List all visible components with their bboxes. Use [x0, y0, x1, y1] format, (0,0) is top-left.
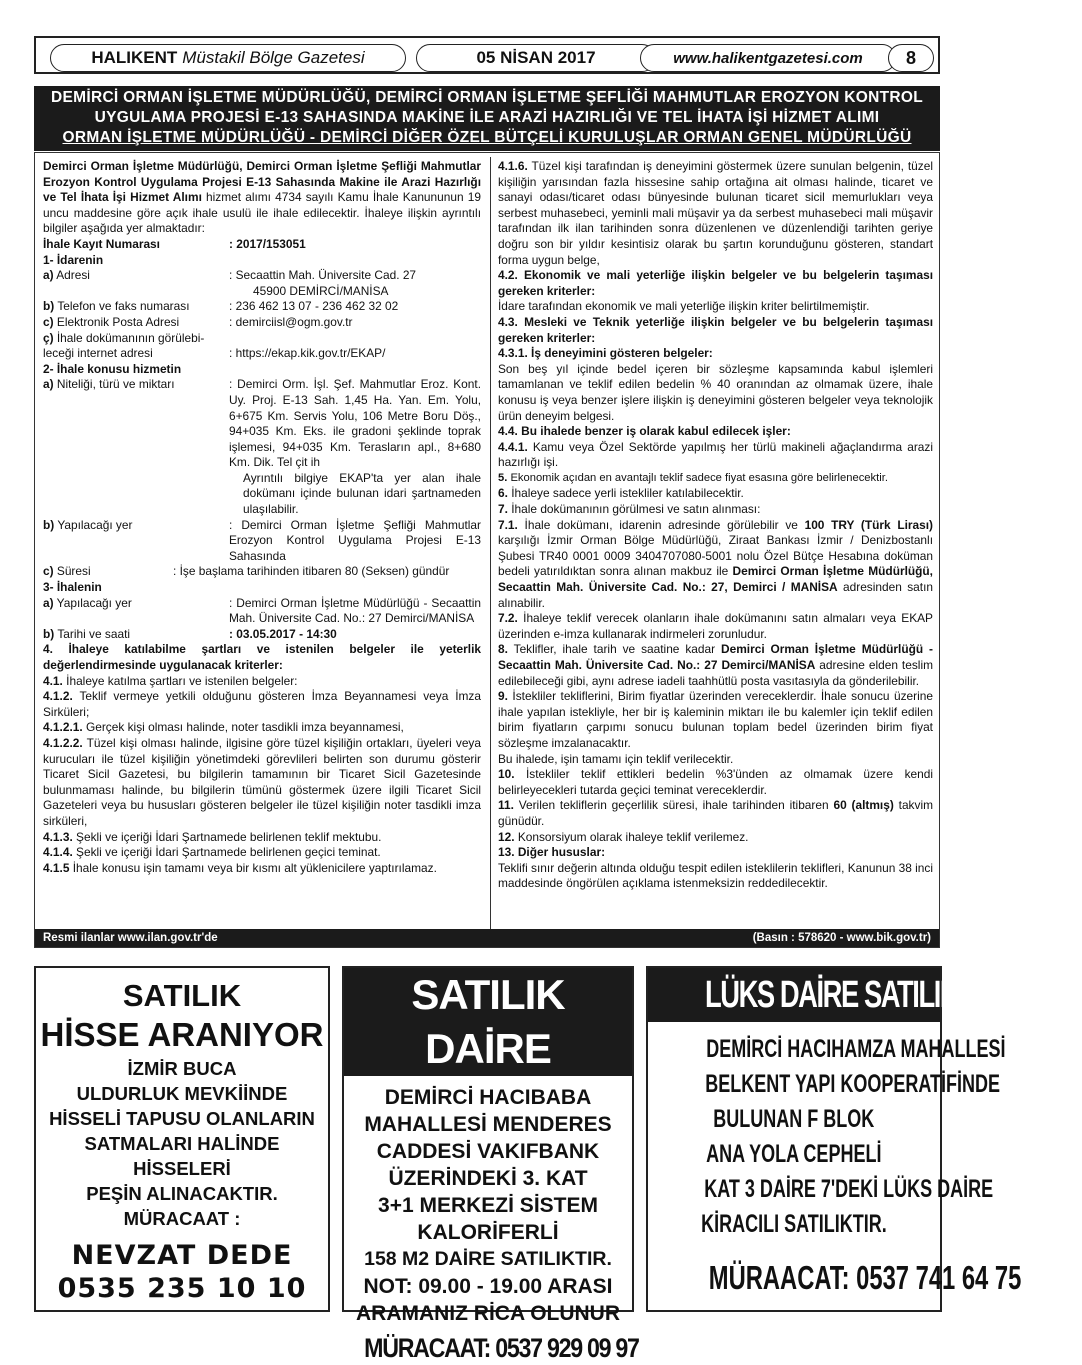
ad2-line: ARAMANIZ RİCA OLUNUR	[355, 1302, 621, 1325]
clause-4-4-heading: 4.4. Bu ihalede benzer iş olarak kabul edilecek işler:	[498, 424, 791, 439]
venue-label: Yapılacağı yer	[53, 595, 132, 610]
quantity-label: Niteliği, türü ve miktarı	[53, 377, 175, 392]
web-label-2: leceği internet adresi	[43, 346, 153, 361]
ad1-heading: SATILIK	[122, 978, 242, 1013]
clause-text: İhaleye teklif verecek olanların ihale dokümanını satın almaları veya EKAP üzerinden e-imza kullanarak indirmeleri zorunludur.	[498, 611, 933, 641]
intro-paragraph	[43, 159, 481, 237]
ad2-line: DEMİRCİ HACIBABA	[384, 1086, 592, 1109]
location-row	[43, 518, 481, 565]
clause-number: 8.	[498, 642, 508, 657]
date-label: Tarihi ve saati	[54, 626, 131, 641]
clause-number: 4.1.5	[43, 860, 70, 875]
section-3-heading: 3- İhalenin	[43, 580, 102, 595]
ad1-line: MÜRACAAT :	[123, 1208, 241, 1229]
quantity-key: a)	[43, 377, 54, 392]
clause-number: 11.	[498, 798, 514, 813]
clause-text: Kamu veya Özel Sektörde yapılmış her türlü makineli ağaçlandırma arazi hazırlığı işi.	[498, 439, 933, 470]
clause-12	[498, 830, 933, 846]
intro-text: hizmet alımı 4734 sayılı Kamu İhale Kanununun 19 uncu maddesine göre açık ihale usulü ile ihale edilecektir. İhaleye ilişkin ayrıntılı bilgiler aşağıda yer almaktadır:	[43, 190, 481, 236]
ad2-line: MAHALLESİ MENDERES	[364, 1113, 612, 1136]
duration-key: c)	[43, 564, 54, 579]
validity-days: 60 (altmış)	[833, 798, 894, 813]
clause-number: 4.1.2.1.	[43, 720, 83, 735]
venue-value: : Demirci Orman İşletme Müdürlüğü - Secaattin Mah. Üniversite Cad. No.: 27 Demirci/MANİSA	[229, 595, 481, 626]
quantity-value: : Demirci Orm. İşl. Şef. Mahmutlar Eroz. Kont. Uy. Proj. E-13 Sah. 1,45 Ha. Yan. Em. Yolu, 6+675 Km. Servis Yolu, 106 Metre Boru Döş., 94+035 Km. Eks. ile gradoni şeklinde toprak işlemesi, 94+035 Km. Terasların apl., 8+680 Km. Dik. Tel çit ih	[229, 377, 481, 470]
clause-number: 7.1.	[498, 517, 518, 532]
duration-label: Süresi	[53, 564, 91, 579]
quantity-row	[43, 377, 481, 471]
clause-text: İhale konusu işin tamamı veya bir kısmı alt yüklenicilere yaptırılamaz.	[69, 860, 437, 875]
clause-number: 4.1.6.	[498, 159, 528, 173]
clause-text: Teklifler, ihale tarih ve saatine kadar	[507, 642, 722, 657]
clause-5	[498, 471, 933, 487]
clause-4-1-3	[43, 830, 481, 846]
clause-11	[498, 798, 933, 829]
ad1-line: ULDURLUK MEVKİİNDE	[76, 1083, 288, 1104]
clause-number: 4.1.	[43, 673, 63, 688]
website-link[interactable]: www.halikentgazetesi.com	[640, 44, 896, 72]
location-key: b)	[43, 517, 55, 532]
location-value: : Demirci Orman İşletme Şefliği Mahmutlar Erozyon Kontrol Uygulama Projesi E-13 Sahasında	[229, 517, 481, 563]
web-value[interactable]: : https://ekap.kik.gov.tr/EKAP/	[229, 346, 386, 361]
ad2-line: 158 M2 DAİRE SATILIKTIR.	[364, 1248, 612, 1270]
clause-7	[498, 502, 933, 518]
classified-ad-apartment	[342, 966, 639, 1363]
clause-4-1-5	[43, 861, 481, 877]
clause-number: 4.1.3.	[43, 829, 73, 844]
ad1-line: PEŞİN ALINACAKTIR.	[86, 1183, 278, 1204]
issue-date: 05 NİSAN 2017	[416, 44, 656, 72]
page-number: 8	[888, 44, 934, 72]
clause-text: İhale dokümanının görülmesi ve satın alınması:	[507, 502, 761, 517]
clause-4-3-1-text: Son beş yıl içinde bedel içeren bir sözleşme kapsamında kabul işlemleri tamamlanan ve teklif edilen bedelin % 40 oranından az olmamak üzere, ihale konusu iş veya benzer işlere ilişkin iş deneyimini gösteren belgeler veya teknolojik ürün deneyim belgesi.	[498, 361, 933, 423]
clause-text: karşılığı İzmir Orman Bölge Müdürlüğü, Ziraat Bankası İzmir / Denizbostanlı Şubesi TR40 0001 0009 3404707080-5001 nolu Özel Bütçe Hesabına doküman bedeli yatırıldıktan sonra alınan makbuz ile	[498, 533, 933, 579]
clause-number: 4.1.4.	[43, 845, 73, 860]
ad2-line: NOT: 09.00 - 19.00 ARASI	[363, 1275, 613, 1298]
duration-value: : İşe başlama tarihinden itibaren 80 (Seksen) gündür	[173, 564, 450, 579]
ad2-heading: SATILIK DAİRE	[344, 968, 632, 1076]
ad3-line: DEMİRCİ HACIHAMZA MAHALLESİ	[706, 1035, 1006, 1063]
web-label: İhale dokümanının görülebi-	[53, 330, 205, 345]
clause-text: Teklif vermeye yetkili olduğunu gösteren İmza Beyannamesi veya İmza Sirküleri;	[43, 689, 481, 719]
newspaper-name	[50, 44, 406, 72]
clause-4-4-1	[498, 440, 933, 471]
clause-4-1	[43, 674, 481, 690]
ad1-phone[interactable]: 0535 235 10 10	[57, 1273, 307, 1304]
address-row	[43, 268, 481, 284]
clause-4-2-text: İdare tarafından ekonomik ve mali yeterliğe ilişkin kriter belirtilmemiştir.	[498, 299, 870, 314]
clause-text: Tüzel kişi tarafından iş deneyimini göstermek üzere sunulan belgenin, tüzel kişiliğin yarısından fazla hissesine sahip ortağına ait olması halinde, ticaret ve sanayi odası/ticaret odası bünyesinde bulunan ticaret sicil memurlukları veya serbest muhasebeci, yeminli mali müşavir ya da serbest muhasebeci mali müşavir tarafından ilk ilan tarihinden sonra düzenlenen ve düzenlendiği tarihten geriye doğru son bir yıldır kesintisiz olarak bu şartın korunduğunu gösteren, standart forma uygun belge,	[498, 159, 933, 267]
ad3-heading: LÜKS DAİRE SATILIKTIR	[704, 974, 998, 1016]
clause-number: 6.	[498, 486, 508, 501]
ad3-heading-bar	[648, 968, 998, 1022]
clause-text: İstekliler tekliflerini, Birim fiyatlar üzerinden vereceklerdir. İhale sonucu üzerine ihale yapılan istekliyle, her bir iş kaleminin miktarı ile bu kalemler için teklif edilen birim fiyatların çarpımı sonucu bulunan toplam bedel üzerinden birim fiyat sözleşme imzalanacaktır.	[498, 689, 933, 750]
purchase-address: Demirci Orman İşletme Müdürlüğü, Secaattin Mah. Üniversite Cad. No.: 27, Demirci / MANİSA	[498, 564, 933, 595]
clause-number: 4.1.2.2.	[43, 735, 83, 750]
classified-ad-share-wanted	[34, 966, 330, 1312]
duration-row	[43, 564, 481, 580]
quantity-details	[43, 471, 481, 518]
address-value-2: 45900 DEMİRCİ/MANİSA	[253, 283, 389, 298]
clause-text: Tüzel kişi olması halinde, ilgisine göre tüzel kişiliğin ortakları, üyeleri veya kurucuları ile tüzel kişiliğin yönetimdeki görevlileri belirten son durumu gösterir Ticaret Sicil Gazetesi, bu bilgilerin tamamının bir Ticaret Sicil Gazetesinde bulunmaması halinde, bu bilgilerin tümünü göstermek üzere ilgili Ticaret Sicil Gazeteleri veya bu hususları gösteren belgeler ile tüzel kişiliğin noter tasdikli imza sirküleri,	[43, 735, 481, 828]
address-value: : Secaattin Mah. Üniversite Cad. 27	[229, 268, 417, 283]
web-key: ç)	[43, 330, 54, 345]
clause-13-text: Teklifi sınır değerin altında olduğu tespit edilen isteklilerin teklifleri, Kanunun 38 inci maddesinde öngörülen açıklama istenmeksizin reddedilecektir.	[498, 860, 933, 891]
ad3-body	[648, 1032, 1022, 1298]
date-row	[43, 627, 481, 643]
clause-4-3-1-heading: 4.3.1. İş deneyimini gösteren belgeler:	[498, 346, 713, 361]
registration-label: İhale Kayıt Numarası	[43, 236, 160, 251]
ad3-line: KAT 3 DAİRE 7'DEKİ LÜKS DAİRE	[704, 1175, 994, 1203]
clause-4-3-heading: 4.3. Mesleki ve Teknik yeterliğe ilişkin belgeler ve bu belgelerin taşıması gereken kriterler:	[498, 314, 933, 345]
web-label-row	[43, 331, 481, 347]
email-row	[43, 315, 481, 331]
clause-number: 10.	[498, 767, 515, 782]
clause-text: Gerçek kişi olması halinde, noter tasdikli imza beyannamesi,	[82, 720, 404, 735]
clause-text: Şekli ve içeriği İdari Şartnamede belirlenen geçici teminat.	[72, 845, 381, 860]
date-value: : 03.05.2017 - 14:30	[229, 626, 337, 641]
date-key: b)	[43, 626, 55, 641]
clause-4-1-2-2	[43, 736, 481, 830]
email-key: c)	[43, 314, 54, 329]
submission-address: Demirci Orman İşletme Müdürlüğü - Secaattin Mah. Üniversite Cad. No.: 27 Demirci/MANİSA	[498, 642, 934, 672]
clause-number: 4.4.1.	[498, 439, 528, 454]
footer-left-link[interactable]: Resmi ilanlar www.ilan.gov.tr'de	[43, 932, 218, 944]
clause-text: adresinden satın alınabilir.	[498, 580, 933, 610]
phone-row	[43, 299, 481, 315]
clause-4-1-6	[498, 159, 933, 268]
ad1-subheading: HİSSE ARANIYOR	[40, 1016, 324, 1053]
clause-4-1-2-1	[43, 720, 481, 736]
ad2-line: ÜZERİNDEKİ 3. KAT	[388, 1167, 588, 1190]
clause-number: 12.	[498, 829, 515, 844]
clause-7-2	[498, 611, 933, 642]
footer-right-text: (Basın : 578620 - www.bik.gov.tr)	[752, 932, 931, 944]
notice-title	[34, 86, 940, 151]
title-line-2: UYGULAMA PROJESİ E-13 SAHASINDA MAKİNE İLE ARAZİ HAZIRLIĞI VE TEL İHATA İŞİ HİZMET ALIMI	[94, 109, 880, 126]
clause-text: takvim günüdür.	[498, 798, 933, 828]
location-label: Yapılacağı yer	[54, 517, 133, 532]
clause-10	[498, 767, 933, 798]
clause-text: İstekliler teklif ettikleri bedelin %3'ünden az olmamak üzere kendi belirleyecekleri tutarda geçici teminat vereceklerdir.	[498, 767, 933, 797]
phone-value: : 236 462 13 07 - 236 462 32 02	[229, 299, 399, 314]
ad3-line: ANA YOLA CEPHELİ	[706, 1140, 882, 1168]
ad3-line: BULUNAN F BLOK	[713, 1105, 875, 1133]
ad2-line: 3+1 MERKEZİ SİSTEM	[378, 1194, 598, 1217]
section-2-heading: 2- İhale konusu hizmetin	[43, 361, 182, 376]
clause-4-1-4	[43, 845, 481, 861]
ad3-line: BELKENT YAPI KOOPERATİFİNDE	[705, 1070, 1001, 1098]
clause-9	[498, 689, 933, 751]
masthead-bar	[34, 36, 940, 74]
ad2-body	[344, 1084, 639, 1365]
clause-4-2-heading: 4.2. Ekonomik ve mali yeterliğe ilişkin belgeler ve bu belgelerin taşıması gereken kriterler:	[498, 268, 933, 298]
ad3-line: KİRACILI SATILIKTIR.	[701, 1210, 887, 1238]
clause-text: İhale dokümanı, idarenin adresinde görülebilir ve	[517, 517, 805, 532]
phone-key: b)	[43, 299, 55, 314]
ad1-line: HİSSELİ TAPUSU OLANLARIN	[49, 1108, 315, 1129]
phone-label: Telefon ve faks numarası	[54, 299, 190, 314]
clause-7-1	[498, 518, 933, 612]
clause-number: 4.1.2.	[43, 689, 73, 704]
right-column	[498, 159, 933, 892]
ad3-phone[interactable]: MÜRAACAT: 0537 741 64 75	[708, 1259, 1022, 1296]
section-1-heading: 1- İdarenin	[43, 252, 104, 267]
web-row	[43, 346, 481, 362]
venue-key: a)	[43, 595, 54, 610]
brand-subtitle: Müstakil Bölge Gazetesi	[182, 48, 365, 67]
document-fee: 100 TRY (Türk Lirası)	[804, 517, 933, 532]
ad2-line: KALORİFERLİ	[417, 1221, 559, 1244]
classified-ad-luxury-apartment	[646, 966, 1022, 1312]
venue-row	[43, 596, 481, 627]
clause-6	[498, 486, 933, 502]
address-label: Adresi	[53, 268, 90, 283]
tender-notice	[34, 152, 940, 948]
registration-row	[43, 237, 481, 253]
clause-number: 9.	[498, 689, 508, 704]
clause-13-heading: 13. Diğer hususlar:	[498, 845, 606, 860]
ad1-line: İZMİR BUCA	[127, 1058, 237, 1079]
clause-text: İhaleye katılma şartları ve istenilen belgeler:	[62, 673, 298, 688]
clause-number: 7.	[498, 502, 508, 517]
address-key: a)	[43, 268, 54, 283]
ad1-line: SATMALARI HALİNDE	[84, 1133, 280, 1154]
brand-name: HALIKENT	[91, 48, 178, 67]
clause-text: adresine elden teslim edilebileceği gibi, aynı adrese iadeli taahhütlü posta vasıtasıyla da gönderilebilir.	[498, 658, 933, 688]
clause-9-note: Bu ihalede, işin tamamı için teklif verilecektir.	[498, 751, 734, 766]
ad1-contact-name: NEVZAT DEDE	[71, 1240, 293, 1271]
email-label: Elektronik Posta Adresi	[53, 314, 180, 329]
clause-text: Ekonomik açıdan en avantajlı teklif sadece fiyat esasına göre belirlenecektir.	[507, 471, 888, 484]
clause-text: Şekli ve içeriği İdari Şartnamede belirlenen teklif mektubu.	[72, 829, 382, 844]
title-line-1: DEMİRCİ ORMAN İŞLETME MÜDÜRLÜĞÜ, DEMİRCİ ORMAN İŞLETME ŞEFLİĞİ MAHMUTLAR EROZYON KONTROL	[51, 89, 923, 106]
registration-value: : 2017/153051	[229, 236, 306, 251]
ad1-line: HİSSELERİ	[133, 1158, 231, 1179]
clause-text: Verilen tekliflerin geçerlilik süresi, ihale tarihinden itibaren	[513, 798, 834, 813]
notice-footer	[35, 929, 939, 947]
column-divider	[490, 157, 491, 929]
email-value[interactable]: : demirciisl@ogm.gov.tr	[229, 314, 353, 329]
clause-8	[498, 642, 933, 689]
clause-4-1-2	[43, 689, 481, 720]
clause-number: 5.	[498, 471, 508, 484]
left-column	[43, 159, 481, 876]
ad2-phone[interactable]: MÜRACAAT: 0537 929 09 97	[364, 1333, 639, 1363]
ad2-line: CADDESİ VAKIFBANK	[376, 1140, 600, 1163]
clause-text: İhaleye sadece yerli istekliler katılabilecektir.	[507, 486, 744, 501]
clause-text: Konsorsiyum olarak ihaleye teklif verilemez.	[514, 829, 749, 844]
quantity-details-text: Ayrıntılı bilgiye EKAP'ta yer alan ihale dokümanı içinde bulunan idari şartnameden ulaşılabilir.	[243, 470, 481, 517]
title-line-3: ORMAN İŞLETME MÜDÜRLÜĞÜ - DEMİRCİ DİĞER ÖZEL BÜTÇELİ KURULUŞLAR ORMAN GENEL MÜDÜRLÜĞÜ	[62, 129, 912, 146]
section-4-heading: 4. İhaleye katılabilme şartları ve istenilen belgeler ile yeterlik değerlendirmesinde uygulanacak kriterler:	[43, 642, 481, 672]
intro-bold: Demirci Orman İşletme Müdürlüğü, Demirci Orman İşletme Şefliği Mahmutlar Erozyon Kontrol Uygulama Projesi E-13 Sahasında Makine ile Arazi Hazırlığı ve Tel İhata İşi Hizmet Alımı	[43, 159, 481, 205]
clause-number: 7.2.	[498, 611, 518, 626]
